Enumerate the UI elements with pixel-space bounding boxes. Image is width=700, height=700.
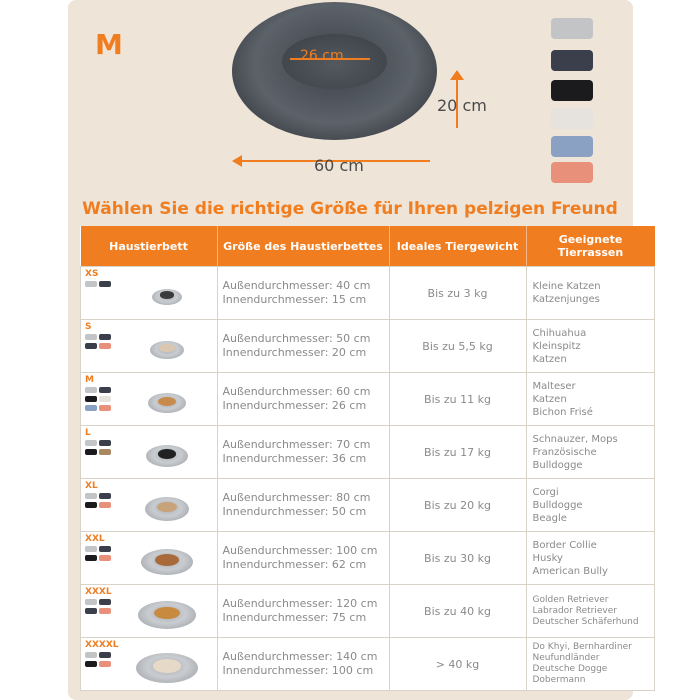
ideal-weight-cell: Bis zu 30 kg bbox=[389, 532, 526, 585]
mini-color-swatch bbox=[99, 502, 111, 508]
row-size-label: L bbox=[85, 428, 91, 438]
color-swatch[interactable] bbox=[551, 80, 593, 101]
mini-color-swatch bbox=[99, 599, 111, 605]
outer-diameter: Außendurchmesser: 80 cm bbox=[222, 491, 371, 504]
row-size-label: XS bbox=[85, 269, 99, 279]
table-row bbox=[81, 532, 655, 585]
breed-name: Do Khyi, Bernhardiner bbox=[532, 642, 632, 652]
pet-image bbox=[158, 397, 175, 406]
breed-name: Neufundländer bbox=[532, 653, 600, 663]
inner-diameter: Innendurchmesser: 100 cm bbox=[222, 664, 374, 677]
breed-name: Chihuahua bbox=[532, 327, 587, 339]
mini-color-swatch bbox=[99, 334, 111, 340]
breeds-cell bbox=[526, 638, 655, 691]
breeds-cell bbox=[526, 426, 655, 479]
mini-color-swatch bbox=[99, 396, 111, 402]
breed-name: Corgi bbox=[532, 486, 559, 498]
color-swatch[interactable] bbox=[551, 50, 593, 71]
header-breeds: Geeignete Tierrassen bbox=[526, 226, 655, 267]
bed-size-cell bbox=[217, 532, 389, 585]
breeds-cell bbox=[526, 479, 655, 532]
inner-diameter: Innendurchmesser: 15 cm bbox=[222, 293, 367, 306]
bed-thumbnail-cell bbox=[81, 320, 218, 373]
breed-name: Französische bbox=[532, 446, 597, 458]
row-size-label: XXXXL bbox=[85, 640, 119, 650]
outer-diameter: Außendurchmesser: 60 cm bbox=[222, 385, 371, 398]
breed-name: Labrador Retriever bbox=[532, 605, 617, 616]
outer-diameter: Außendurchmesser: 140 cm bbox=[222, 650, 378, 663]
mini-color-swatch bbox=[85, 661, 97, 667]
inner-diameter: Innendurchmesser: 36 cm bbox=[222, 452, 367, 465]
inner-diameter-label: 26 cm bbox=[300, 48, 344, 64]
outer-diameter: Außendurchmesser: 120 cm bbox=[222, 597, 378, 610]
inner-diameter: Innendurchmesser: 75 cm bbox=[222, 611, 367, 624]
table-row bbox=[81, 479, 655, 532]
bed-thumbnail-cell bbox=[81, 373, 218, 426]
inner-diameter: Innendurchmesser: 62 cm bbox=[222, 558, 367, 571]
breeds-cell bbox=[526, 267, 655, 320]
breed-name: Bulldogge bbox=[532, 499, 583, 511]
bed-thumbnail-cell bbox=[81, 426, 218, 479]
mini-color-swatch bbox=[85, 546, 97, 552]
pet-image bbox=[158, 449, 177, 459]
mini-color-swatch bbox=[85, 440, 97, 446]
mini-color-swatch bbox=[99, 652, 111, 658]
bed-size-cell bbox=[217, 638, 389, 691]
table-row bbox=[81, 426, 655, 479]
mini-color-swatch bbox=[85, 343, 97, 349]
inner-diameter: Innendurchmesser: 26 cm bbox=[222, 399, 367, 412]
table-header-row bbox=[81, 226, 655, 267]
mini-color-swatch bbox=[99, 661, 111, 667]
bed-size-cell bbox=[217, 585, 389, 638]
breed-name: American Bully bbox=[532, 565, 608, 577]
breed-name: Kleinspitz bbox=[532, 340, 581, 352]
color-swatch[interactable] bbox=[551, 18, 593, 39]
mini-color-swatch bbox=[85, 387, 97, 393]
bed-size-cell bbox=[217, 479, 389, 532]
mini-color-swatch bbox=[99, 343, 111, 349]
table-row bbox=[81, 267, 655, 320]
row-size-label: S bbox=[85, 322, 92, 332]
mini-color-swatch bbox=[99, 440, 111, 446]
ideal-weight-cell: Bis zu 17 kg bbox=[389, 426, 526, 479]
mini-color-swatch bbox=[99, 405, 111, 411]
mini-color-swatch bbox=[85, 502, 97, 508]
bed-thumbnail-cell bbox=[81, 585, 218, 638]
breeds-cell bbox=[526, 532, 655, 585]
outer-diameter: Außendurchmesser: 100 cm bbox=[222, 544, 378, 557]
color-swatch[interactable] bbox=[551, 136, 593, 157]
mini-color-swatch bbox=[99, 493, 111, 499]
ideal-weight-cell: > 40 kg bbox=[389, 638, 526, 691]
bed-thumbnail-cell bbox=[81, 532, 218, 585]
inner-diameter: Innendurchmesser: 50 cm bbox=[222, 505, 367, 518]
size-guide-headline: Wählen Sie die richtige Größe für Ihren pelzigen Freund bbox=[82, 199, 618, 219]
row-size-label: M bbox=[85, 375, 94, 385]
mini-color-swatch bbox=[85, 608, 97, 614]
ideal-weight-cell: Bis zu 40 kg bbox=[389, 585, 526, 638]
mini-color-swatch bbox=[99, 608, 111, 614]
mini-color-swatch bbox=[99, 546, 111, 552]
breed-name: Bichon Frisé bbox=[532, 406, 593, 418]
breed-name: Katzen bbox=[532, 353, 567, 365]
mini-color-swatch bbox=[85, 449, 97, 455]
bed-size-cell bbox=[217, 320, 389, 373]
breed-name: Malteser bbox=[532, 380, 576, 392]
pet-image bbox=[155, 554, 178, 566]
table-row bbox=[81, 320, 655, 373]
mini-color-swatch bbox=[85, 334, 97, 340]
bed-size-cell bbox=[217, 426, 389, 479]
table-row bbox=[81, 585, 655, 638]
table-row bbox=[81, 638, 655, 691]
outer-diameter: Außendurchmesser: 50 cm bbox=[222, 332, 371, 345]
pet-bed-image bbox=[232, 2, 437, 140]
inner-diameter: Innendurchmesser: 20 cm bbox=[222, 346, 367, 359]
bed-thumbnail-cell bbox=[81, 638, 218, 691]
ideal-weight-cell: Bis zu 5,5 kg bbox=[389, 320, 526, 373]
header-size: Größe des Haustierbettes bbox=[217, 226, 389, 267]
outer-diameter: Außendurchmesser: 70 cm bbox=[222, 438, 371, 451]
breed-name: Katzenjunges bbox=[532, 294, 600, 305]
breed-name: Deutsche Dogge bbox=[532, 664, 608, 674]
breed-name: Golden Retriever bbox=[532, 594, 609, 605]
pet-image bbox=[159, 344, 174, 352]
pet-image bbox=[160, 291, 174, 298]
ideal-weight-cell: Bis zu 20 kg bbox=[389, 479, 526, 532]
breed-name: Husky bbox=[532, 552, 563, 564]
breed-name: Kleine Katzen bbox=[532, 281, 601, 292]
bed-thumbnail-cell bbox=[81, 479, 218, 532]
mini-color-swatch bbox=[85, 652, 97, 658]
breeds-cell bbox=[526, 585, 655, 638]
mini-color-swatch bbox=[85, 555, 97, 561]
height-label: 20 cm bbox=[437, 96, 487, 115]
selected-size-label: M bbox=[95, 28, 123, 61]
mini-color-swatch bbox=[99, 281, 111, 287]
breeds-cell bbox=[526, 320, 655, 373]
ideal-weight-cell: Bis zu 11 kg bbox=[389, 373, 526, 426]
bed-size-cell bbox=[217, 267, 389, 320]
table-row bbox=[81, 373, 655, 426]
breed-name: Katzen bbox=[532, 393, 567, 405]
mini-color-swatch bbox=[99, 449, 111, 455]
outer-diameter: Außendurchmesser: 40 cm bbox=[222, 279, 371, 292]
breed-name: Deutscher Schäferhund bbox=[532, 616, 639, 627]
breed-name: Bulldogge bbox=[532, 459, 583, 471]
breed-name: Beagle bbox=[532, 512, 567, 524]
bed-thumbnail-cell bbox=[81, 267, 218, 320]
breeds-cell bbox=[526, 373, 655, 426]
mini-color-swatch bbox=[99, 555, 111, 561]
row-size-label: XXL bbox=[85, 534, 105, 544]
bed-size-cell bbox=[217, 373, 389, 426]
breed-name: Schnauzer, Mops bbox=[532, 433, 618, 445]
mini-color-swatch bbox=[99, 387, 111, 393]
height-arrow-icon bbox=[450, 70, 464, 80]
header-bed: Haustierbett bbox=[81, 226, 218, 267]
header-weight: Ideales Tiergewicht bbox=[389, 226, 526, 267]
row-size-label: XXXL bbox=[85, 587, 112, 597]
row-size-label: XL bbox=[85, 481, 98, 491]
breed-name: Border Collie bbox=[532, 539, 597, 551]
breed-name: Dobermann bbox=[532, 675, 586, 685]
mini-color-swatch bbox=[85, 396, 97, 402]
ideal-weight-cell: Bis zu 3 kg bbox=[389, 267, 526, 320]
size-table bbox=[80, 226, 655, 691]
width-label: 60 cm bbox=[314, 156, 364, 175]
mini-color-swatch bbox=[85, 405, 97, 411]
color-swatch[interactable] bbox=[551, 162, 593, 183]
color-swatch[interactable] bbox=[551, 108, 593, 129]
mini-color-swatch bbox=[85, 599, 97, 605]
mini-color-swatch bbox=[85, 493, 97, 499]
pet-image bbox=[153, 659, 181, 673]
mini-color-swatch bbox=[85, 281, 97, 287]
